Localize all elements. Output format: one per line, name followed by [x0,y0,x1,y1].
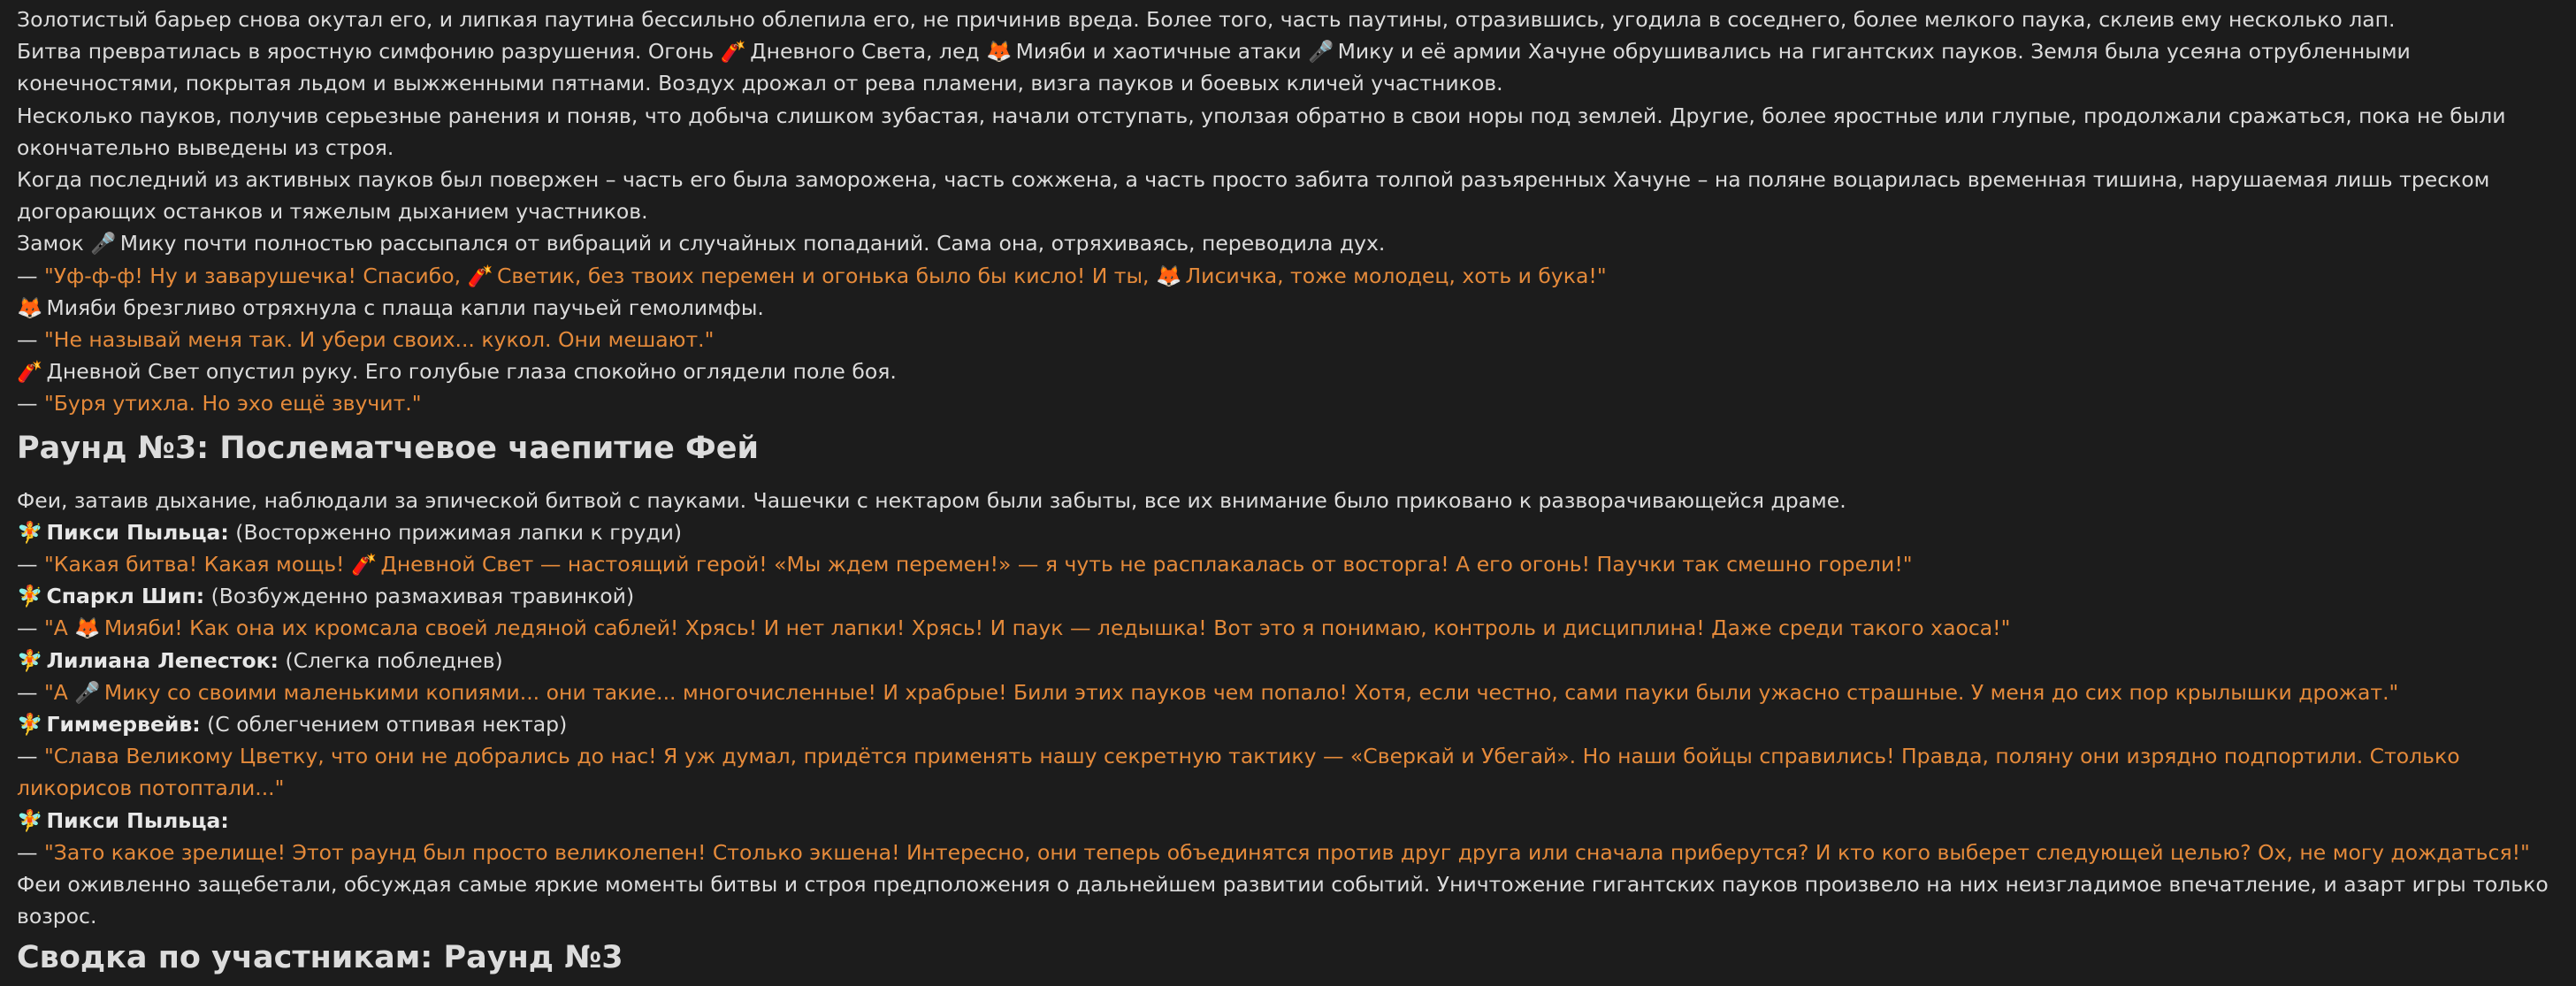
paragraph [17,227,2555,259]
fairy-icon: 🧚 [17,519,43,545]
firecracker-icon: 🧨 [17,359,43,385]
text: Дневной Свет опустил руку. Его голубые глаза спокойно оглядели поле боя. [46,359,897,385]
dialogue-line [17,837,2555,868]
stage-direction: (Возбужденно размахивая травинкой) [210,584,635,609]
speaker-line [17,645,2555,676]
dialogue-line [17,260,2555,292]
microphone-icon: 🎤 [1308,39,1334,65]
dialogue-line [17,676,2555,708]
fairy-icon: 🧚 [17,647,43,673]
text: Мияби брезгливо отряхнула с плаща капли паучьей гемолимфы. [46,294,764,320]
quote: "Какая битва! Какая мощь! [43,552,345,577]
paragraph: Феи, затаив дыхание, наблюдали за эпической битвой с пауками. Чашечки с нектаром были забыты, все их внимание было приковано к разворачивающейся драме. [17,487,1846,513]
fox-icon: 🦊 [74,615,101,641]
paragraph: Когда последний из активных пауков был повержен – часть его была заморожена, часть сожжена, а часть просто забита толпой разъяренных Хачуне – на поляне воцарилась временная тишина, нарушаемая лишь треском догорающих останков и тяжелым дыханием участников. [17,167,2490,225]
speaker-name: Гиммервейв: [46,712,201,738]
text: Замок [17,231,84,256]
dash: — [17,679,38,705]
paragraph [17,292,2555,324]
speaker-name: Пикси Пыльца: [46,807,229,833]
quote: "Буря утихла. Но эхо ещё звучит." [43,391,422,417]
speaker-name: Спаркл Шип: [46,584,205,609]
quote: Дневной Свет — настоящий герой! «Мы ждем перемен!» — я чуть не расплакалась от восторга! А его огонь! Паучки так смешно горели!" [380,552,1913,577]
paragraph: Несколько пауков, получив серьезные ранения и поняв, что добыча слишком зубастая, начали отступать, уползая обратно в свои норы под землей. Другие, более яростные или глупые, продолжали сражаться, пока не были окончательно выведены из строя. [17,103,2506,160]
dialogue-line [17,548,2555,580]
text: Дневного Света, лед [750,39,980,65]
stage-direction: (С облегчением отпивая нектар) [207,712,568,738]
speaker-name: Пикси Пыльца: [46,519,229,545]
quote: "А [43,615,68,641]
fairy-icon: 🧚 [17,712,43,738]
dash: — [17,615,38,641]
dash: — [17,391,38,417]
dialogue-line [17,612,2555,644]
section-heading: Раунд №3: Послематчевое чаепитие Фей [17,430,760,466]
fox-icon: 🦊 [17,294,43,320]
microphone-icon: 🎤 [74,679,101,705]
quote: Мику со своими маленькими копиями... они такие... многочисленные! И храбрые! Били этих пауков чем попало! Хотя, если честно, сами пауки были ужасно страшные. У меня до сих пор крылышки дрожат." [103,679,2399,705]
speaker-line [17,708,2555,740]
quote: Мияби! Как она их кромсала своей ледяной саблей! Хрясь! И нет лапки! Хрясь! И паук — ледышка! Вот это я понимаю, контроль и дисциплина! Даже среди такого хаоса!" [103,615,2011,641]
stage-direction: (Слегка побледнев) [285,647,503,673]
fairy-icon: 🧚 [17,807,43,833]
document-body [17,4,2555,980]
quote: "Не называй меня так. И убери своих... кукол. Они мешают." [43,327,715,353]
paragraph: Золотистый барьер снова окутал его, и липкая паутина бессильно облепила его, не причинив вреда. Более того, часть паутины, отразившись, угодила в соседнего, более мелкого паука, склеив ему несколько лап. [17,7,2396,32]
dash: — [17,263,38,288]
firecracker-icon: 🧨 [350,552,378,577]
dash: — [17,327,38,353]
dialogue-line [17,740,2555,804]
fox-icon: 🦊 [986,39,1013,65]
firecracker-icon: 🧨 [467,263,493,288]
quote: "Зато какое зрелище! Этот раунд был просто великолепен! Столько экшена! Интересно, они теперь объединятся против друг друга или сначала приберутся? И кто кого выберет следующей целью? Ох, не могу дождаться!" [43,839,2530,865]
fox-icon: 🦊 [1156,263,1182,288]
paragraph: Феи оживленно защебетали, обсуждая самые яркие моменты битвы и строя предположения о дальнейшем развитии событий. Уничтожение гигантских пауков произвело на них неизгладимое впечатление, и азарт игры только возрос. [17,872,2549,929]
section-heading: Сводка по участникам: Раунд №3 [17,940,623,976]
text: Мияби и хаотичные атаки [1015,39,1302,65]
paragraph [17,355,2555,387]
quote: Лисичка, тоже молодец, хоть и бука!" [1185,263,1607,288]
firecracker-icon: 🧨 [720,39,746,65]
dialogue-line [17,324,2555,355]
text: Мику почти полностью рассыпался от вибраций и случайных попаданий. Сама она, отряхиваясь, переводила дух. [119,231,1386,256]
speaker-line [17,805,2555,837]
quote: "Слава Великому Цветку, что они не добрались до нас! Я уж думал, придётся применять нашу секретную тактику — «Сверкай и Убегай». Но наши бойцы справились! Правда, поляну они изрядно подпортили. Столько ликорисов потоптали..." [17,744,2460,801]
dialogue-line [17,387,2555,419]
dash: — [17,839,38,865]
text: Мику и её армии Хачуне обрушивались на гигантских пауков. Земля была усеяна отрубленными конечностями, покрытая льдом и выжженными пятнами. Воздух дрожал от рева пламени, визга пауков и боевых кличей участников. [17,39,2411,96]
quote: "Уф-ф-ф! Ну и заварушечка! Спасибо, [43,263,462,288]
dash: — [17,552,38,577]
microphone-icon: 🎤 [90,231,117,256]
paragraph [17,35,2555,99]
fairy-icon: 🧚 [17,584,43,609]
speaker-name: Лилиана Лепесток: [46,647,279,673]
speaker-line [17,580,2555,612]
quote: Светик, без твоих перемен и огонька было бы кисло! И ты, [497,263,1150,288]
text: Битва превратилась в яростную симфонию разрушения. Огонь [17,39,715,65]
dash: — [17,744,38,769]
quote: "А [43,679,68,705]
stage-direction: (Восторженно прижимая лапки к груди) [235,519,683,545]
speaker-line [17,516,2555,548]
